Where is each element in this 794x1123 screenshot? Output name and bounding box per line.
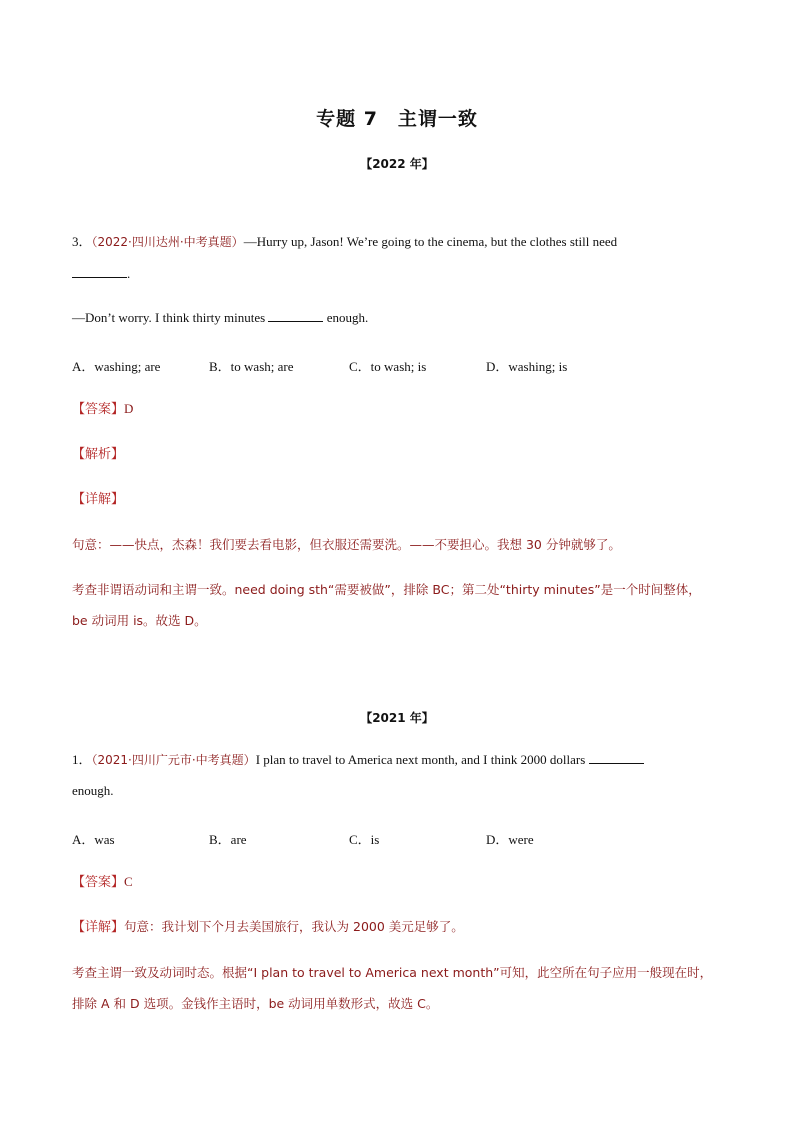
explanation-line1: 句意：——快点，杰森！我们要去看电影，但衣服还需要洗。——不要担心。我想 30 分钟就够了。	[72, 537, 621, 552]
detail-label: 【详解】	[72, 492, 125, 507]
analysis-line	[72, 445, 124, 464]
question-number: 3．	[72, 234, 92, 249]
question-stem-text: I plan to travel to America next month, and I think 2000 dollars	[255, 752, 586, 767]
answer-line	[72, 873, 133, 892]
dialogue-reply-text: —Don’t worry. I think thirty minutes	[72, 310, 266, 325]
explanation-line2: 考查非谓语动词和主谓一致。need doing sth“需要被做”，排除 BC；第二处“thirty minutes”是一个时间整体，	[72, 582, 701, 597]
detail-label: 【详解】	[72, 920, 125, 935]
option-c: C．is	[349, 832, 380, 847]
question-stem-text: —Hurry up, Jason! We’re going to the cinema, but the clothes still need	[243, 234, 618, 249]
answer-value: C	[124, 874, 133, 889]
question-stem-line1	[72, 751, 644, 769]
explanation-line3: be 动词用 is。故选 D。	[72, 613, 207, 628]
detail-line	[72, 490, 124, 509]
answer-value: D	[124, 401, 134, 416]
question-source: （2021·四川广元市·中考真题）	[91, 753, 256, 767]
answer-blank	[72, 265, 127, 278]
question-number: 1．	[72, 752, 92, 767]
stem-period: .	[127, 266, 131, 281]
explanation-line2: 考查主谓一致及动词时态。根据“I plan to travel to America next month”可知，此空所在句子应用一般现在时，	[72, 965, 713, 980]
year-heading-2021: 【2021 年】	[360, 711, 434, 725]
analysis-label: 【解析】	[72, 447, 125, 462]
detail-line	[72, 918, 464, 937]
question-source: （2022·四川达州·中考真题）	[91, 235, 244, 249]
dialogue-reply-end: enough.	[326, 310, 369, 325]
answer-line	[72, 400, 133, 419]
option-a: A．was	[72, 832, 115, 847]
page-title: 专题 7 主谓一致	[316, 108, 478, 130]
answer-blank	[589, 751, 644, 764]
question-stem-line2	[72, 265, 130, 283]
answer-blank	[268, 309, 323, 322]
option-c: C．to wash; is	[349, 359, 427, 374]
answer-label: 【答案】	[72, 402, 125, 417]
option-a: A．washing; are	[72, 359, 161, 374]
question-stem-line1	[72, 233, 617, 251]
answer-label: 【答案】	[72, 875, 125, 890]
question-stem-line2: enough.	[72, 783, 114, 798]
explanation-line3: 排除 A 和 D 选项。金钱作主语时，be 动词用单数形式，故选 C。	[72, 996, 439, 1011]
option-b: B．to wash; are	[209, 359, 294, 374]
question-stem-line3	[72, 309, 368, 327]
option-d: D．washing; is	[486, 359, 568, 374]
option-b: B．are	[209, 832, 247, 847]
year-heading-2022: 【2022 年】	[360, 157, 434, 171]
explanation-line1: 句意：我计划下个月去美国旅行，我认为 2000 美元足够了。	[124, 919, 464, 934]
option-d: D．were	[486, 832, 534, 847]
